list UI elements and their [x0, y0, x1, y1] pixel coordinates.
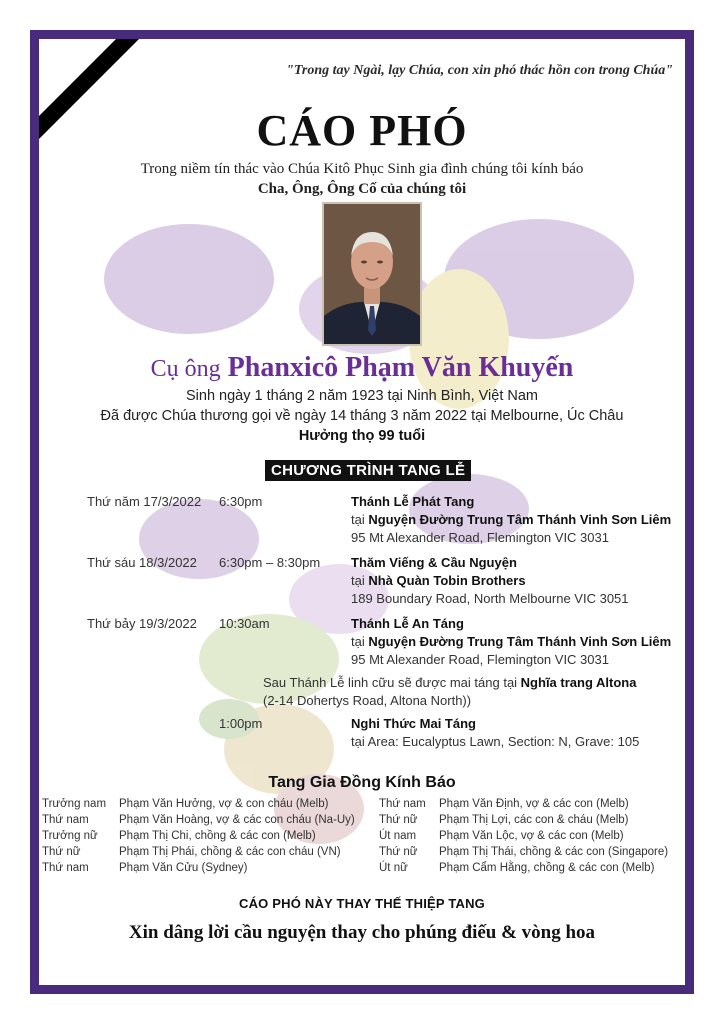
event-3-address: 95 Mt Alexander Road, Flemington VIC 3031 [351, 652, 609, 667]
intro-line: Trong niềm tín thác vào Chúa Kitô Phục Sinh gia đình chúng tôi kính báo [140, 161, 584, 177]
event-1-address: 95 Mt Alexander Road, Flemington VIC 3031 [351, 530, 609, 545]
family-right-role: Thứ nữ [379, 846, 418, 858]
event-3-at: tại [351, 634, 369, 649]
event-1-day: Thứ năm 17/3/2022 [87, 494, 202, 509]
family-right-name: Phạm Văn Định, vợ & các con (Melb) [439, 798, 629, 810]
event-2-time: 6:30pm – 8:30pm [219, 555, 321, 570]
family-right-role: Út nữ [379, 862, 408, 874]
family-left-role: Thứ nam [42, 862, 89, 874]
event-1-time: 6:30pm [219, 494, 263, 509]
program-heading: CHƯƠNG TRÌNH TANG LỄ [265, 460, 471, 481]
burial-place: Nghĩa trang Altona [520, 675, 637, 690]
event-2-at: tại [351, 573, 369, 588]
family-right-name: Phạm Văn Lộc, vợ & các con (Melb) [439, 830, 624, 842]
family-left-role: Trưởng nam [42, 798, 107, 810]
family-right-name: Phạm Thị Thái, chồng & các con (Singapore) [439, 846, 669, 858]
page-title: CÁO PHÓ [256, 106, 468, 155]
family-left-name: Phạm Văn Hoàng, vợ & các con cháu (Na-Uy) [119, 814, 355, 826]
closing-line: Xin dâng lời cầu nguyện thay cho phúng điếu & vòng hoa [128, 922, 596, 943]
family-left-role: Thứ nam [42, 814, 89, 826]
name-prefix: Cụ ông [150, 356, 221, 382]
family-right-name: Phạm Cẩm Hằng, chồng & các con (Melb) [439, 862, 655, 874]
family-left-name: Phạm Văn Hưởng, vợ & con cháu (Melb) [119, 798, 329, 810]
event-2-title: Thăm Viếng & Cầu Nguyện [351, 555, 517, 570]
family-left-name: Phạm Văn Cửu (Sydney) [119, 862, 248, 874]
family-left-name: Phạm Thị Phái, chồng & các con cháu (VN) [119, 846, 341, 858]
family-left-name: Phạm Thị Chi, chồng & các con (Melb) [119, 830, 316, 842]
event-2-address: 189 Boundary Road, North Melbourne VIC 3051 [351, 591, 629, 606]
event-1-title: Thánh Lễ Phát Tang [351, 494, 475, 509]
event-3-venue: Nguyện Đường Trung Tâm Thánh Vinh Sơn Liêm [368, 634, 672, 649]
event-1-venue-line [351, 512, 671, 527]
family-right-role: Thứ nữ [379, 814, 418, 826]
relation-line: Cha, Ông, Ông Cố của chúng tôi [257, 181, 467, 197]
event-2-venue-line [351, 573, 526, 588]
obituary-frame [30, 30, 694, 994]
family-left-role: Trưởng nữ [42, 830, 98, 842]
opening-quote: "Trong tay Ngài, lạy Chúa, con xin phó thác hồn con trong Chúa" [286, 63, 673, 78]
event-3-day: Thứ bảy 19/3/2022 [87, 616, 197, 631]
event-1-venue: Nguyện Đường Trung Tâm Thánh Vinh Sơn Liêm [368, 512, 672, 527]
family-right-name: Phạm Thị Lợi, các con & cháu (Melb) [439, 814, 629, 826]
portrait-illustration [324, 204, 420, 344]
event-2-venue: Nhà Quàn Tobin Brothers [368, 573, 526, 588]
event-1-at: tại [351, 512, 369, 527]
event-3-time: 10:30am [219, 616, 270, 631]
family-right-role: Út nam [379, 830, 417, 842]
event-4-detail: tại Area: Eucalyptus Lawn, Section: N, Grave: 105 [351, 734, 640, 749]
event-4-time: 1:00pm [219, 716, 263, 731]
deceased-name [39, 352, 685, 384]
burial-address: (2-14 Dohertys Road, Altona North)) [263, 693, 472, 708]
burial-note [263, 675, 636, 690]
event-2-day: Thứ sáu 18/3/2022 [87, 555, 197, 570]
family-heading: Tang Gia Đồng Kính Báo [268, 774, 456, 791]
family-right-role: Thứ nam [379, 798, 426, 810]
death-info: Đã được Chúa thương gọi về ngày 14 tháng 3 năm 2022 tại Melbourne, Úc Châu [100, 408, 624, 424]
family-left-role: Thứ nữ [42, 846, 81, 858]
event-3-venue-line [351, 634, 671, 649]
replacement-notice: CÁO PHÓ NÀY THAY THẾ THIỆP TANG [238, 896, 485, 911]
event-3-title: Thánh Lễ An Táng [351, 616, 464, 631]
age-info: Hưởng thọ 99 tuổi [298, 428, 426, 444]
deceased-portrait [322, 202, 422, 346]
burial-note-text: Sau Thánh Lễ linh cữu sẽ được mai táng tại [263, 675, 521, 690]
name-full: Phanxicô Phạm Văn Khuyến [227, 352, 574, 383]
event-4-title: Nghi Thức Mai Táng [351, 716, 476, 731]
birth-info: Sinh ngày 1 tháng 2 năm 1923 tại Ninh Bình, Việt Nam [186, 388, 538, 404]
